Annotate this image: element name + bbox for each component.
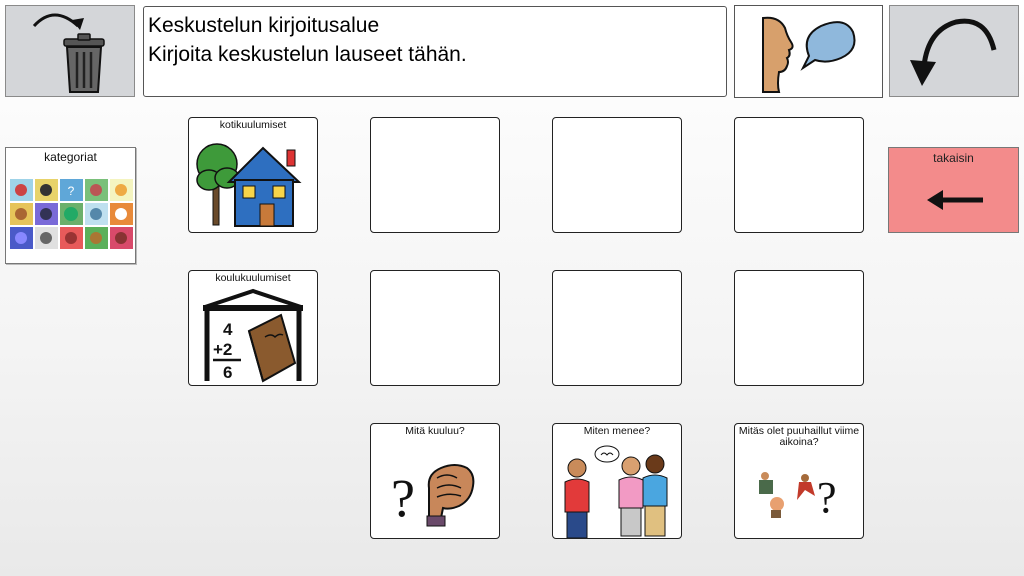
school-news-cell[interactable] [188,270,318,386]
empty-cell[interactable] [734,117,864,233]
undo-button[interactable] [889,5,1019,97]
activities-question-icon [735,450,863,540]
svg-text:4: 4 [223,320,233,339]
categories-folder[interactable] [5,147,136,264]
message-window[interactable] [143,6,727,97]
empty-cell[interactable] [552,117,682,233]
how-are-you-cell[interactable] [552,423,682,539]
svg-text:?: ? [817,473,837,522]
how-are-you-label: Miten menee? [583,425,651,437]
what-have-you-done-label: Mitäs olet puuhaillut viime aikoina? [738,425,860,448]
clear-button[interactable] [5,5,135,97]
empty-cell[interactable] [552,270,682,386]
categories-label: kategoriat [44,150,97,164]
home-news-label: kotikuulumiset [219,119,287,131]
empty-cell[interactable] [370,117,500,233]
what-have-you-done-cell[interactable] [734,423,864,539]
speaking-head-icon [735,6,884,99]
empty-cell[interactable] [734,270,864,386]
svg-text:6: 6 [223,363,233,382]
trash-with-arrow-icon [6,6,136,98]
home-news-cell[interactable] [188,117,318,233]
back-label: takaisin [933,151,974,165]
school-news-label: koulukuulumiset [215,272,291,284]
svg-text:+2: +2 [213,340,233,359]
empty-cell[interactable] [370,270,500,386]
left-arrow-icon [889,170,1020,230]
whats-up-label: Mitä kuuluu? [405,425,465,437]
school-book-icon [189,285,317,385]
people-talking-icon [553,438,681,538]
speak-button[interactable] [734,5,883,98]
back-button[interactable] [888,147,1019,233]
message-title: Keskustelun kirjoitusalue [148,14,380,37]
svg-text:?: ? [67,184,75,198]
category-grid-icon [6,176,137,276]
undo-arrow-icon [890,6,1020,98]
house-tree-icon [189,132,317,232]
svg-text:?: ? [391,468,415,528]
whats-up-cell[interactable] [370,423,500,539]
question-fist-icon [371,438,499,538]
message-placeholder: Kirjoita keskustelun lauseet tähän. [148,43,467,66]
